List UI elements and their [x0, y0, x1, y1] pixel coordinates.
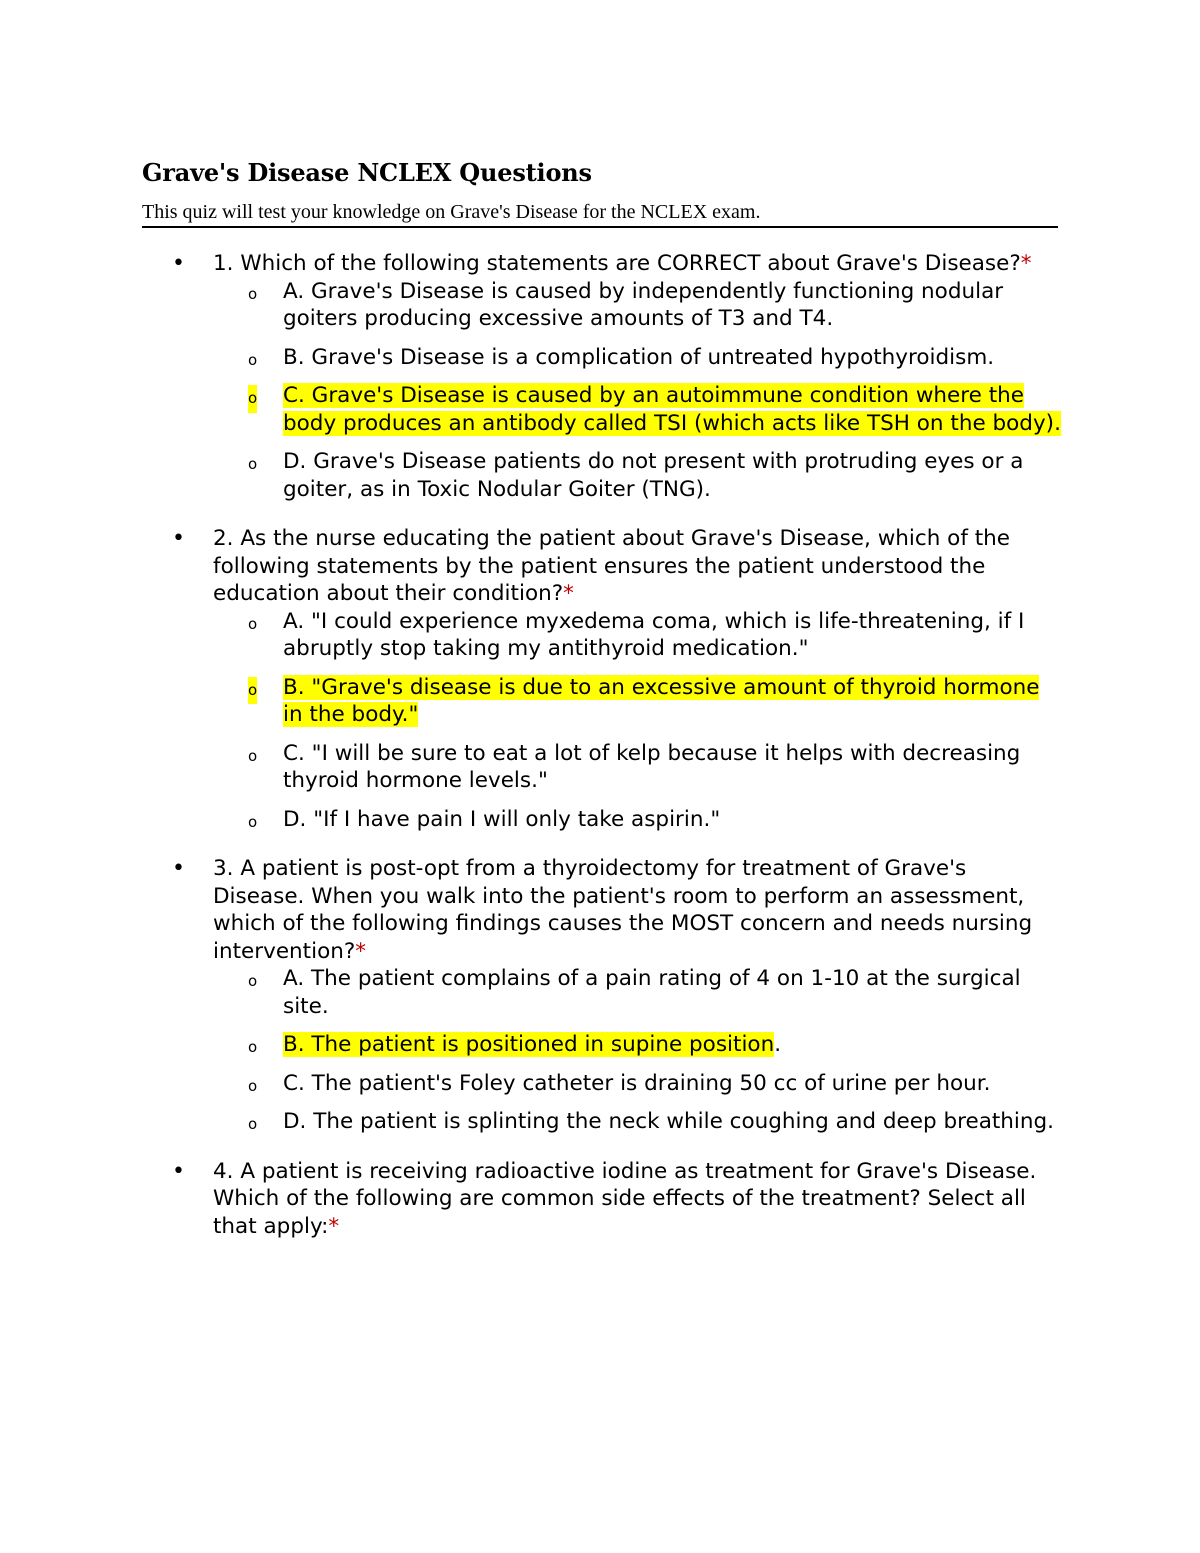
- option-text: D. Grave's Disease patients do not present with protruding eyes or a goiter, as in Toxic Nodular Goiter (TNG).: [283, 449, 1024, 502]
- required-marker: *: [328, 1213, 340, 1239]
- sub-bullet-icon: o: [248, 614, 258, 633]
- option-b: [142, 344, 1063, 372]
- bullet-icon: •: [172, 526, 185, 551]
- option-list: [213, 278, 1061, 504]
- sub-bullet-icon: o: [248, 385, 257, 413]
- question-2: [142, 525, 1058, 833]
- question-prompt: 1. Which of the following statements are CORRECT about Grave's Disease?: [213, 251, 1021, 276]
- option-a: [142, 278, 1063, 333]
- highlighted-answer: B. The patient is positioned in supine position: [283, 1032, 775, 1057]
- sub-bullet-icon: o: [248, 1076, 258, 1095]
- sub-bullet-icon: o: [248, 455, 258, 473]
- question-prompt: 2. As the nurse educating the patient about Grave's Disease, which of the following statements by the patient ensures the patient understood the education about their condition?: [213, 526, 1011, 606]
- option-suffix: .: [774, 1032, 782, 1057]
- option-c: [142, 382, 1063, 437]
- option-c: [142, 1070, 1063, 1098]
- question-text: [213, 1158, 1063, 1241]
- question-prompt: 3. A patient is post-opt from a thyroidectomy for treatment of Grave's Disease. When you walk into the patient's room to perform an assessment, which of the following findings causes the MOST concern and needs nursing intervention?: [213, 856, 1033, 964]
- bullet-icon: •: [172, 1158, 185, 1184]
- bullet-icon: •: [172, 856, 185, 881]
- required-marker: *: [563, 581, 574, 606]
- question-3: [142, 855, 1058, 1136]
- question-4: [142, 1158, 1058, 1241]
- bullet-icon: •: [172, 251, 185, 276]
- question-prompt: 4. A patient is receiving radioactive iodine as treatment for Grave's Disease. Which of the following are common side effects of the treatment? Select all that apply:: [213, 1158, 1037, 1239]
- option-text: C. The patient's Foley catheter is draining 50 cc of urine per hour.: [283, 1070, 991, 1096]
- sub-bullet-icon: o: [248, 972, 258, 990]
- option-c: [142, 740, 1063, 795]
- required-marker: *: [355, 938, 367, 964]
- sub-bullet-icon: o: [248, 1038, 258, 1056]
- question-list: [142, 250, 1061, 1240]
- required-marker: *: [1020, 251, 1032, 276]
- page-subtitle: This quiz will test your knowledge on Grave's Disease for the NCLEX exam.: [142, 199, 1058, 228]
- option-text: A. "I could experience myxedema coma, which is life-threatening, if I abruptly stop taking my antithyroid medication.": [283, 608, 1025, 661]
- sub-bullet-icon: o: [248, 746, 258, 765]
- option-a: [142, 965, 1063, 1020]
- question-text: [213, 855, 1063, 965]
- option-text: D. "If I have pain I will only take aspirin.": [283, 806, 721, 832]
- highlighted-answer: C. Grave's Disease is caused by an autoimmune condition where the body produces an antibody called TSI (which acts like TSH on the body).: [283, 383, 1061, 436]
- option-b: [142, 1031, 1063, 1059]
- option-text: C. "I will be sure to eat a lot of kelp because it helps with decreasing thyroid hormone levels.": [283, 740, 1021, 793]
- option-b: [142, 674, 1063, 729]
- option-text: A. Grave's Disease is caused by independently functioning nodular goiters producing excessive amounts of T3 and T4.: [283, 278, 1004, 331]
- option-d: [142, 806, 1063, 834]
- sub-bullet-icon: o: [248, 1115, 258, 1133]
- highlighted-answer: B. "Grave's disease is due to an excessive amount of thyroid hormone in the body.": [283, 674, 1040, 727]
- sub-bullet-icon: o: [248, 677, 257, 705]
- option-list: [213, 608, 1058, 834]
- option-text: B. Grave's Disease is a complication of untreated hypothyroidism.: [283, 344, 995, 370]
- option-text: D. The patient is splinting the neck while coughing and deep breathing.: [283, 1109, 1055, 1134]
- page-title: Grave's Disease NCLEX Questions: [142, 158, 592, 187]
- option-list: [213, 965, 1058, 1136]
- option-d: [142, 1108, 1063, 1136]
- question-text: [213, 250, 1063, 278]
- sub-bullet-icon: o: [248, 812, 258, 831]
- question-text: [213, 525, 1063, 608]
- option-text: A. The patient complains of a pain rating of 4 on 1-10 at the surgical site.: [283, 966, 1021, 1019]
- sub-bullet-icon: o: [248, 350, 258, 369]
- sub-bullet-icon: o: [248, 284, 258, 303]
- option-d: [142, 448, 1063, 503]
- option-a: [142, 608, 1063, 663]
- question-1: [142, 250, 1061, 503]
